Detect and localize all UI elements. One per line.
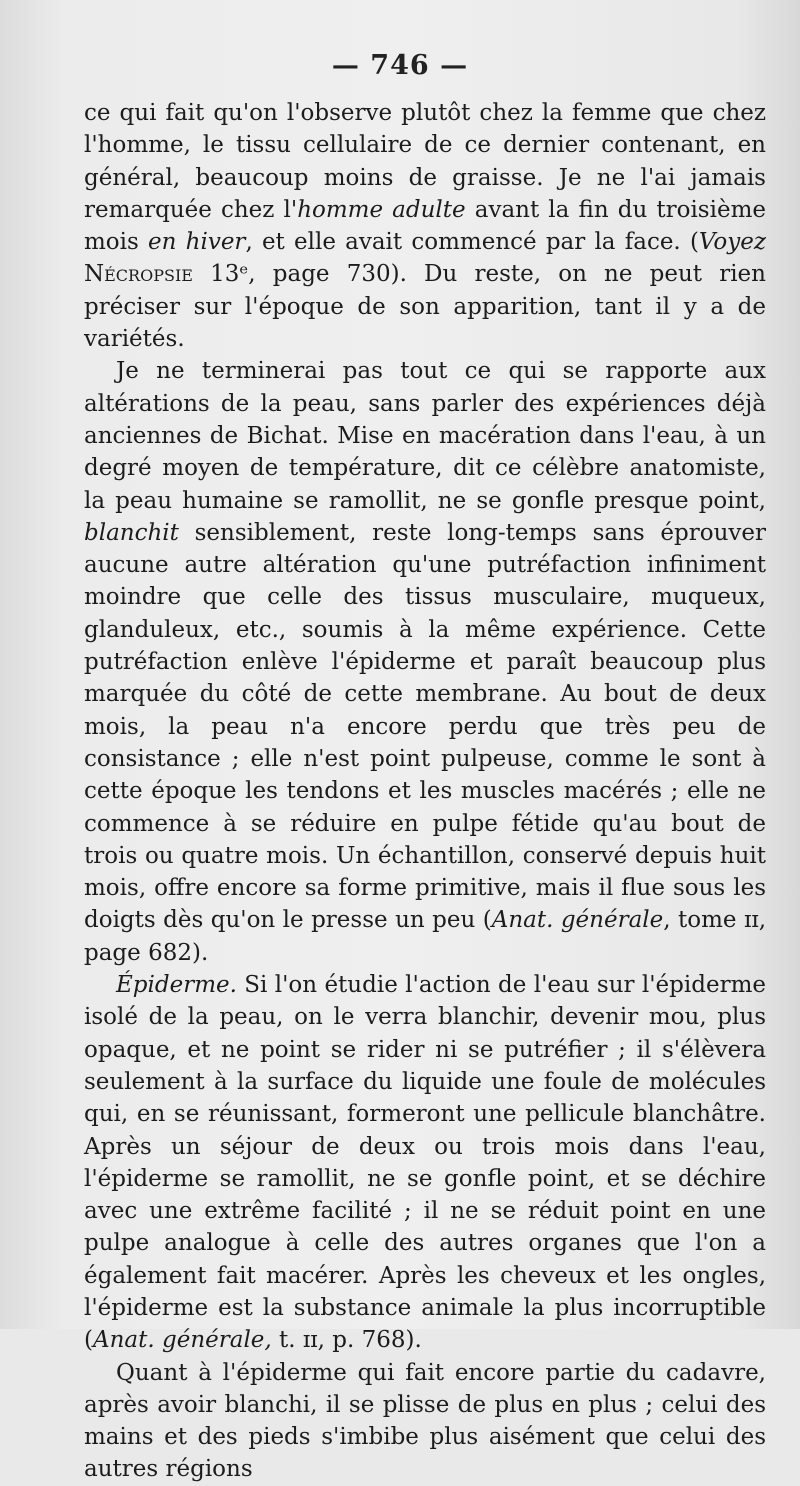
text-segment: Si l'on étudie l'action de l'eau sur l'épiderme isolé de la peau, on le verra blanchir, devenir mou, plus opaque, et ne point se rider ni se putréfier ; il s'élèvera seulement à la surface du liquide une foule de molécules qui, en se réunissant, formeront une pellicule blanchâtre. Après un séjour de deux ou trois mois dans l'eau, l'épiderme se ramollit, ne se gonfle point, et se déchire avec une extrême facilité ; il ne se réduit point en une pulpe analogue à celle des autres organes que l'on a également fait macérer. Après les cheveux et les ongles, l'épiderme est la substance animale la plus incorruptible ( — [84, 972, 766, 1354]
italic-text: Voyez — [698, 229, 766, 256]
body-text — [84, 97, 766, 1486]
italic-text: Épiderme. — [116, 972, 237, 999]
text-segment: avant la fin du troisième mois — [84, 196, 766, 256]
text-segment: ce qui fait qu'on l'observe plutôt chez la femme que chez l'homme, le tissu cellulaire de ce dernier contenant, en général, beaucoup moins de graisse. Je ne l'ai jamais remarquée chez l' — [84, 100, 766, 223]
text-segment: Je ne terminerai pas tout ce qui se rapporte aux altérations de la peau, sans parler des expériences déjà anciennes de Bichat. Mise en macération dans l'eau, à un degré moyen de température, dit ce célèbre anatomiste, la peau humaine se ramollit, ne se gonfle presque point, — [84, 358, 766, 514]
text-segment: , et elle avait commencé par la face. ( — [245, 229, 699, 256]
paragraph-1 — [84, 97, 766, 355]
page-number: — 746 — — [331, 50, 469, 81]
text-segment: sensiblement, reste long-temps sans éprouver aucune autre altération qu'une putréfaction infiniment moindre que celle des tissus musculaire, muqueux, glanduleux, etc., soumis à la même expérience. Cette putréfaction enlève l'épiderme et paraît beaucoup plus marquée du côté de cette membrane. Au bout de deux mois, la peau n'a encore perdu que très peu de consistance ; elle n'est point pulpeuse, comme le sont à cette époque les tendons et les muscles macérés ; elle ne commence à se réduire en pulpe fétide qu'au bout de trois ou quatre mois. Un échantillon, conservé depuis huit mois, offre encore sa forme primitive, mais il flue sous les doigts dès qu'on le presse un peu ( — [84, 519, 766, 934]
text-segment: t. ɪɪ, p. 768). — [271, 1327, 422, 1354]
italic-text: Anat. générale, — [92, 1327, 272, 1354]
italic-text: homme adulte — [297, 196, 466, 223]
italic-text: en hiver — [148, 229, 246, 256]
paragraph-2 — [84, 355, 766, 969]
italic-text: Anat. générale — [491, 907, 664, 934]
italic-text: blanchit — [84, 519, 179, 546]
text-segment: 13ᵉ, page 730). Du reste, on ne peut rien préciser sur l'époque de son apparition, tant il y a de variétés. — [84, 261, 766, 353]
smallcaps-text: Nécropsie — [84, 261, 193, 288]
paragraph-4 — [84, 1357, 766, 1486]
paragraph-3 — [84, 969, 766, 1357]
text-segment: Quant à l'épiderme qui fait encore partie du cadavre, après avoir blanchi, il se plisse de plus en plus ; celui des mains et des pieds s'imbibe plus aisément que celui des autres régions — [84, 1359, 766, 1483]
text-segment: , tome ɪɪ, page 682). — [84, 907, 767, 966]
